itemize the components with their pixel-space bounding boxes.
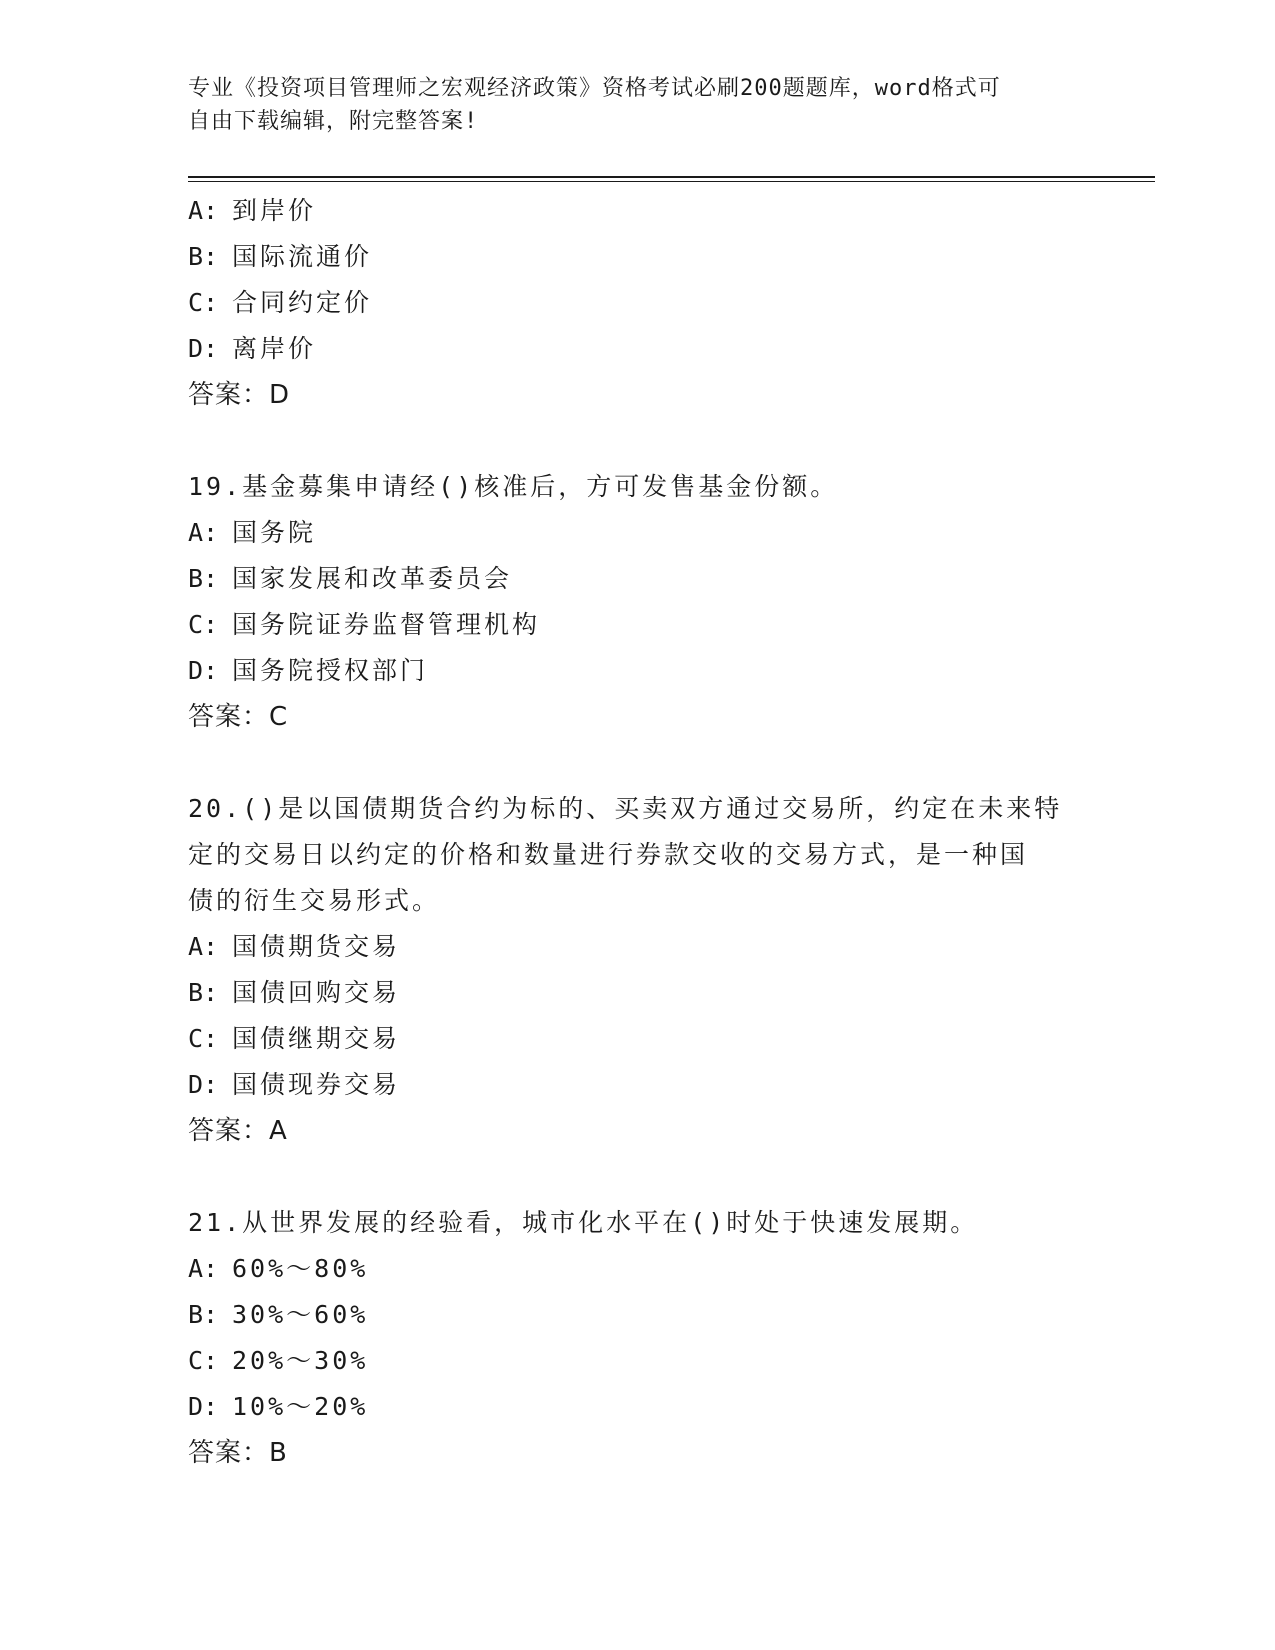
question-list <box>188 188 1088 1476</box>
spacer <box>188 418 1088 464</box>
option-c: C: 国务院证券监督管理机构 <box>188 610 541 639</box>
header-rule-thick <box>188 176 1155 178</box>
option-d: D: 10%～20% <box>188 1392 369 1421</box>
question-20 <box>188 786 1088 1154</box>
option-c: C: 20%～30% <box>188 1346 369 1375</box>
header-line-1: 专业《投资项目管理师之宏观经济政策》资格考试必刷200题题库，word格式可 <box>188 76 1001 101</box>
spacer <box>188 1154 1088 1200</box>
spacer <box>188 740 1088 786</box>
question-stem: 19.基金募集申请经()核准后，方可发售基金份额。 <box>188 472 839 501</box>
question-19 <box>188 464 1088 740</box>
document-header <box>188 72 1088 138</box>
question-stem-line-2: 定的交易日以约定的价格和数量进行券款交收的交易方式，是一种国 <box>188 840 1029 869</box>
answer: 答案：A <box>188 1116 288 1146</box>
option-a: A: 60%～80% <box>188 1254 369 1283</box>
answer: 答案：D <box>188 380 291 410</box>
question-stem-line-3: 债的衍生交易形式。 <box>188 886 441 915</box>
option-b: B: 30%～60% <box>188 1300 369 1329</box>
question-18 <box>188 188 1088 418</box>
option-b: B: 国家发展和改革委员会 <box>188 564 513 593</box>
header-rule-thin <box>188 181 1155 182</box>
option-d: D: 国务院授权部门 <box>188 656 429 685</box>
question-stem-line-1: 20.()是以国债期货合约为标的、买卖双方通过交易所，约定在未来特 <box>188 794 1063 823</box>
option-c: C: 合同约定价 <box>188 288 373 317</box>
option-b: B: 国债回购交易 <box>188 978 401 1007</box>
question-stem: 21.从世界发展的经验看，城市化水平在()时处于快速发展期。 <box>188 1208 979 1237</box>
option-a: A: 国债期货交易 <box>188 932 401 961</box>
option-a: A: 到岸价 <box>188 196 317 225</box>
answer: 答案：B <box>188 1438 288 1468</box>
header-line-2: 自由下载编辑，附完整答案! <box>188 109 479 134</box>
question-21 <box>188 1200 1088 1476</box>
option-d: D: 国债现券交易 <box>188 1070 401 1099</box>
option-b: B: 国际流通价 <box>188 242 373 271</box>
option-a: A: 国务院 <box>188 518 317 547</box>
option-d: D: 离岸价 <box>188 334 317 363</box>
option-c: C: 国债继期交易 <box>188 1024 401 1053</box>
answer: 答案：C <box>188 702 289 732</box>
